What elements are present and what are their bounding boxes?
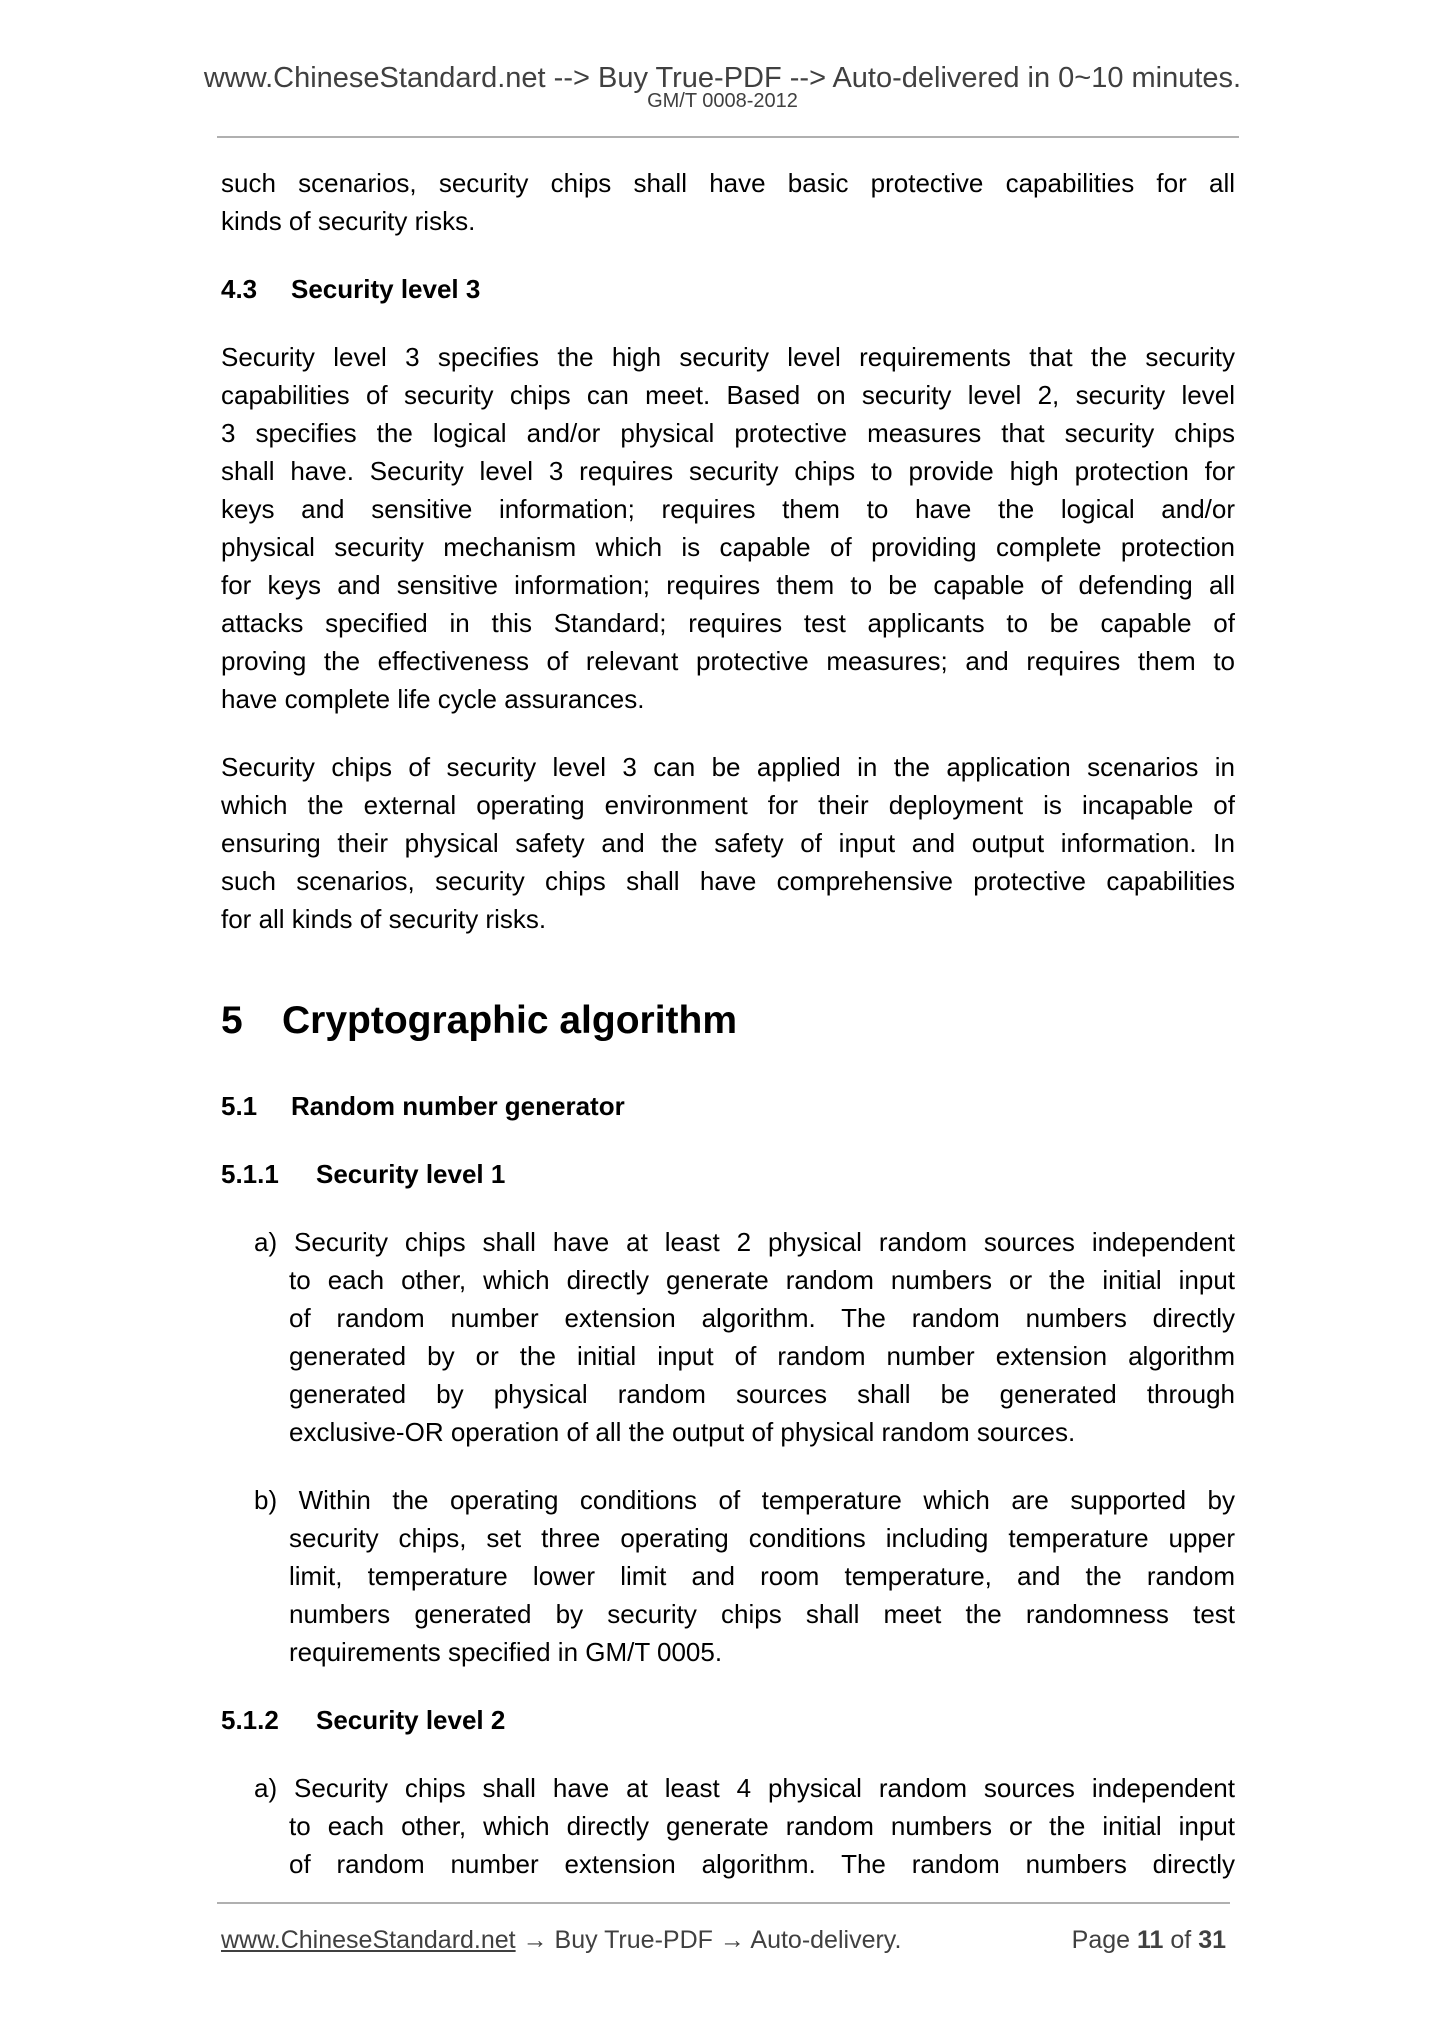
section-heading: [221, 1155, 1235, 1193]
page-indicator: [1072, 1925, 1226, 1955]
section-number: 4.3: [221, 274, 258, 304]
footer-divider: [217, 1902, 1230, 1904]
text-line: exclusive-OR operation of all the output of physical random sources.: [289, 1417, 1076, 1447]
text-line: Security level 3 specifies the high security level requirements that the security: [221, 342, 1235, 372]
text-line: a) Security chips shall have at least 4 physical random sources independent: [254, 1773, 1235, 1803]
section-heading: [221, 1701, 1235, 1739]
text-line: physical security mechanism which is capable of providing complete protection: [221, 532, 1235, 562]
text-line: to each other, which directly generate random numbers or the initial input: [289, 1811, 1235, 1841]
header-divider: [217, 136, 1239, 138]
text-line: b) Within the operating conditions of temperature which are supported by: [254, 1485, 1235, 1515]
section-title: Security level 3: [291, 274, 481, 304]
section-heading: [221, 270, 1235, 308]
text-line: keys and sensitive information; requires them to have the logical and/or: [221, 494, 1235, 524]
text-line: for keys and sensitive information; requires them to be capable of defending all: [221, 570, 1235, 600]
section-title: Random number generator: [291, 1091, 625, 1121]
section-heading: [221, 999, 1235, 1042]
footer-link[interactable]: www.ChineseStandard.net: [221, 1926, 516, 1954]
text-line: have complete life cycle assurances.: [221, 684, 645, 714]
text-line: kinds of security risks.: [221, 206, 476, 236]
standard-code: GM/T 0008-2012: [647, 90, 798, 112]
text-line: attacks specified in this Standard; requires test applicants to be capable of: [221, 608, 1235, 638]
section-number: 5.1: [221, 1091, 258, 1121]
page-current: 11: [1137, 1926, 1164, 1954]
page-of: of: [1163, 1926, 1199, 1954]
text-line: generated by or the initial input of random number extension algorithm: [289, 1341, 1235, 1371]
text-line: such scenarios, security chips shall have comprehensive protective capabilities: [221, 866, 1235, 896]
section-title: Cryptographic algorithm: [282, 999, 738, 1042]
section-number: 5.1.2: [221, 1705, 279, 1735]
section-heading: [221, 1087, 1235, 1125]
page-total: 31: [1198, 1926, 1226, 1954]
text-line: to each other, which directly generate random numbers or the initial input: [289, 1265, 1235, 1295]
text-line: of random number extension algorithm. The random numbers directly: [289, 1849, 1235, 1879]
text-line: a) Security chips shall have at least 2 physical random sources independent: [254, 1227, 1235, 1257]
paragraph: [221, 164, 1235, 240]
text-line: proving the effectiveness of relevant protective measures; and requires them to: [221, 646, 1235, 676]
text-line: of random number extension algorithm. The random numbers directly: [289, 1303, 1235, 1333]
section-title: Security level 1: [316, 1159, 506, 1189]
text-line: capabilities of security chips can meet. Based on security level 2, security level: [221, 380, 1235, 410]
text-line: generated by physical random sources shall be generated through: [289, 1379, 1235, 1409]
text-line: requirements specified in GM/T 0005.: [289, 1637, 723, 1667]
header-banner: www.ChineseStandard.net --> Buy True-PDF --> Auto-delivered in 0~10 minutes.: [203, 62, 1242, 94]
footer-text: → Buy True-PDF → Auto-delivery.: [515, 1926, 902, 1954]
text-line: numbers generated by security chips shall meet the randomness test: [289, 1599, 1235, 1629]
document-body: [221, 164, 1235, 1913]
text-line: Security chips of security level 3 can be applied in the application scenarios in: [221, 752, 1235, 782]
paragraph: [221, 338, 1235, 718]
text-line: 3 specifies the logical and/or physical protective measures that security chips: [221, 418, 1235, 448]
text-line: security chips, set three operating conditions including temperature upper: [289, 1523, 1235, 1553]
list-item: [221, 1769, 1235, 1883]
section-number: 5.1.1: [221, 1159, 279, 1189]
text-line: ensuring their physical safety and the safety of input and output information. In: [221, 828, 1235, 858]
footer: [221, 1925, 1226, 1955]
section-title: Security level 2: [316, 1705, 506, 1735]
page-label: Page: [1071, 1926, 1137, 1954]
text-line: shall have. Security level 3 requires security chips to provide high protection for: [221, 456, 1235, 486]
list-item: [221, 1481, 1235, 1671]
section-number: 5: [221, 999, 243, 1042]
text-line: such scenarios, security chips shall have basic protective capabilities for all: [221, 168, 1235, 198]
text-line: for all kinds of security risks.: [221, 904, 547, 934]
paragraph: [221, 748, 1235, 938]
text-line: which the external operating environment for their deployment is incapable of: [221, 790, 1235, 820]
text-line: limit, temperature lower limit and room temperature, and the random: [289, 1561, 1235, 1591]
list-item: [221, 1223, 1235, 1451]
